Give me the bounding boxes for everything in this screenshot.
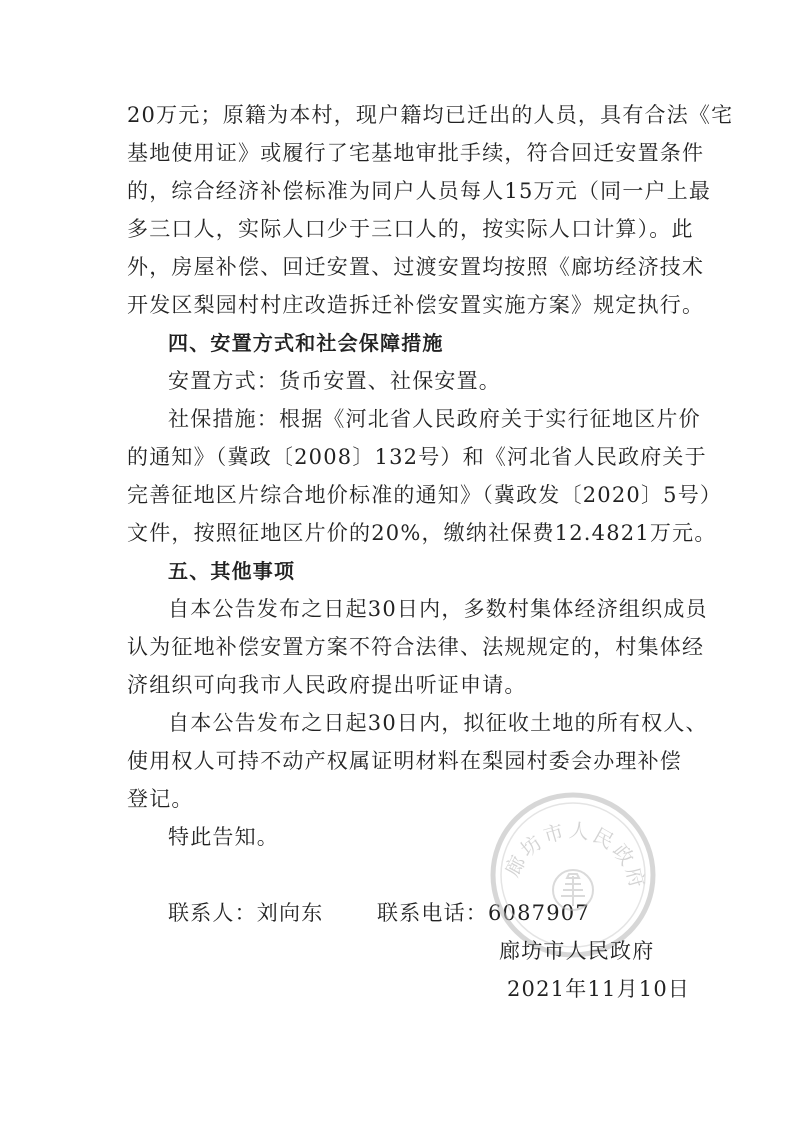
registration-paragraph-line: 登记。: [127, 787, 194, 811]
registration-paragraph-line: 自本公告发布之日起30日内，拟征收土地的所有权人、: [168, 711, 708, 735]
closing-statement: 特此告知。: [168, 825, 279, 849]
contact-person: 联系人：刘向东: [168, 901, 324, 925]
social-security-line: 社保措施：根据《河北省人民政府关于实行征地区片价: [168, 407, 701, 431]
issuing-organization: 廊坊市人民政府: [499, 939, 655, 963]
social-security-line: 完善征地区片综合地价标准的通知》（冀政发〔2020〕5号）: [127, 483, 723, 507]
body-line: 20万元；原籍为本村，现户籍均已迁出的人员，具有合法《宅: [127, 103, 734, 127]
hearing-paragraph-line: 济组织可向我市人民政府提出听证申请。: [127, 673, 527, 697]
svg-text:廊坊市人民政府: 廊坊市人民政府: [499, 817, 651, 894]
body-line: 开发区梨园村村庄改造拆迁补偿安置实施方案》规定执行。: [127, 293, 705, 317]
social-security-line: 的通知》（冀政〔2008〕132号）和《河北省人民政府关于: [127, 445, 707, 469]
hearing-paragraph-line: 认为征地补偿安置方案不符合法律、法规规定的，村集体经: [127, 635, 705, 659]
resettlement-method: 安置方式：货币安置、社保安置。: [168, 369, 501, 393]
body-line: 的，综合经济补偿标准为同户人员每人15万元（同一户上最: [127, 179, 712, 203]
hearing-paragraph-line: 自本公告发布之日起30日内，多数村集体经济组织成员: [168, 597, 708, 621]
registration-paragraph-line: 使用权人可持不动产权属证明材料在梨园村委会办理补偿: [127, 749, 682, 773]
contact-phone: 联系电话：6087907: [377, 901, 590, 925]
issue-date: 2021年11月10日: [507, 977, 691, 1001]
section5-heading: 五、其他事项: [168, 559, 296, 583]
body-line: 外，房屋补偿、回迁安置、过渡安置均按照《廊坊经济技术: [127, 255, 705, 279]
social-security-line: 文件，按照征地区片价的20%，缴纳社保费12.4821万元。: [127, 521, 717, 545]
section4-heading: 四、安置方式和社会保障措施: [168, 331, 444, 355]
body-line: 多三口人，实际人口少于三口人的，按实际人口计算）。此: [127, 217, 694, 241]
official-seal-stamp: [488, 790, 658, 960]
body-line: 基地使用证》或履行了宅基地审批手续，符合回迁安置条件: [127, 141, 705, 165]
